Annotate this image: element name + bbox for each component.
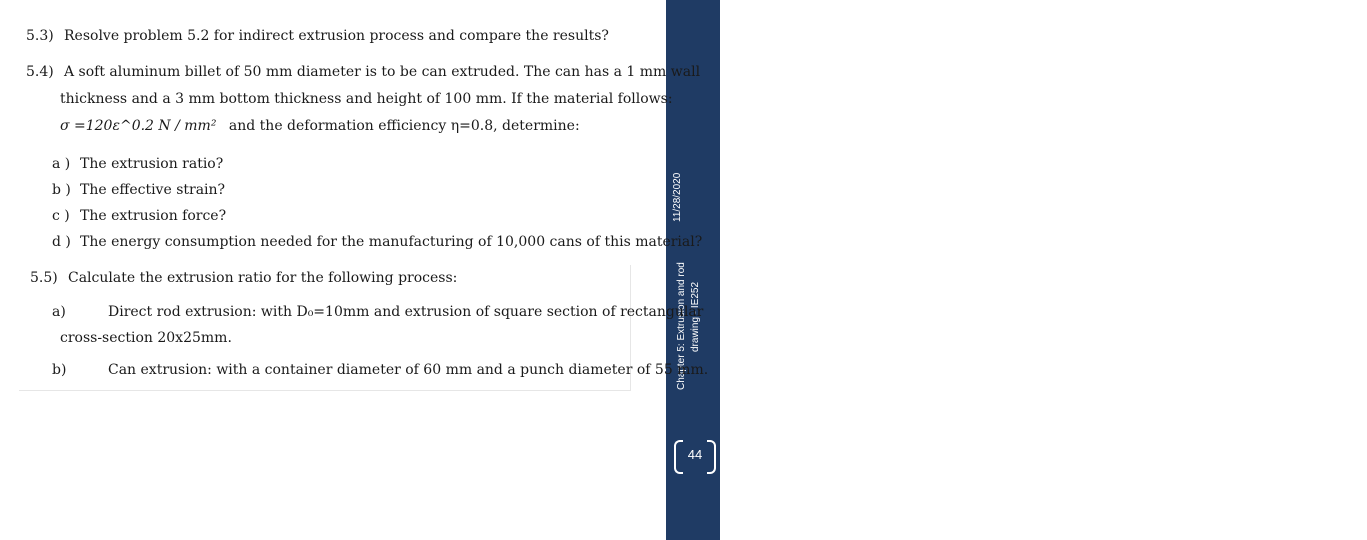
- part-a-line2: cross-section 20x25mm.: [60, 330, 232, 346]
- item-label: b ): [52, 182, 71, 198]
- problem-5-4-line2: thickness and a 3 mm bottom thickness and height of 100 mm. If the material follows:: [60, 91, 673, 107]
- efficiency-text: and the deformation efficiency η=0.8, determine:: [228, 118, 580, 134]
- flow-stress-formula: σ =120ε^0.2 N / mm²: [60, 118, 217, 134]
- bracket-right: [707, 440, 716, 474]
- item-text: The extrusion force?: [80, 208, 227, 224]
- chapter-title-line1-text: Chapter 5: Extrusion and rod: [676, 262, 687, 390]
- list-item: [52, 182, 225, 198]
- problem-5-4-line1: [26, 64, 700, 80]
- list-item: [52, 234, 702, 250]
- item-text: The energy consumption needed for the manufacturing of 10,000 cans of this material?: [80, 234, 703, 250]
- list-item: [52, 208, 226, 224]
- problem-number: 5.5): [30, 270, 58, 286]
- problem-text: A soft aluminum billet of 50 mm diameter is to be can extruded. The can has a 1 mm wall: [64, 64, 701, 80]
- item-text: The effective strain?: [80, 182, 226, 198]
- chapter-title-line2: drawing - IE252: [1356, 281, 1367, 352]
- chapter-title-line2-text: drawing - IE252: [690, 281, 701, 352]
- page-number: 44: [687, 447, 703, 462]
- list-item: [52, 156, 223, 172]
- problem-text: Resolve problem 5.2 for indirect extrusion process and compare the results?: [64, 28, 609, 44]
- chapter-title-line1: Chapter 5: Extrusion and rod: [1342, 262, 1353, 390]
- problem-5-4-line3: [60, 118, 580, 134]
- item-text: The extrusion ratio?: [80, 156, 224, 172]
- part-a-line1: Direct rod extrusion: with D₀=10mm and extrusion of square section of rectangular: [108, 304, 704, 320]
- part-b-text: Can extrusion: with a container diameter of 60 mm and a punch diameter of 55 mm.: [108, 362, 709, 378]
- problem-number: 5.4): [26, 64, 54, 80]
- problem-number: 5.3): [26, 28, 54, 44]
- problem-5-3: [26, 28, 609, 44]
- problem-text: Calculate the extrusion ratio for the following process:: [68, 270, 458, 286]
- date-label: 11/28/2020: [1338, 172, 1349, 222]
- part-a-label: a): [52, 304, 66, 320]
- part-b-label: b): [52, 362, 67, 378]
- page-number-badge: [672, 438, 718, 474]
- date-text: 11/28/2020: [672, 172, 683, 222]
- item-label: d ): [52, 234, 71, 250]
- problem-5-5-intro: [30, 270, 457, 286]
- bracket-left: [674, 440, 683, 474]
- item-label: a ): [52, 156, 71, 172]
- item-label: c ): [52, 208, 70, 224]
